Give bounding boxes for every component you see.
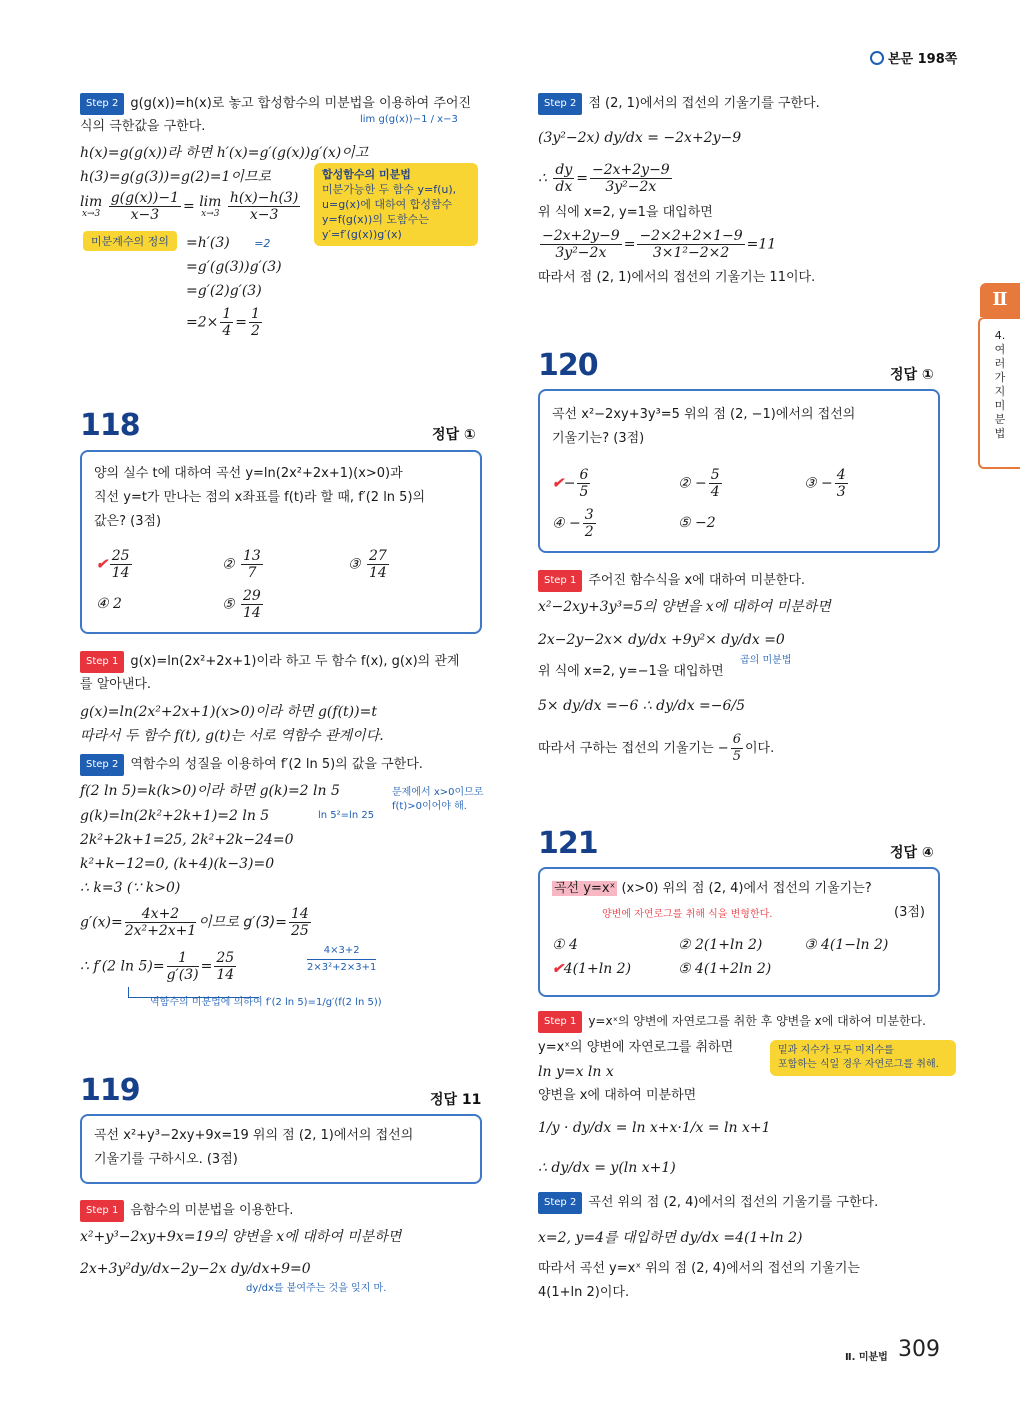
right-d5: 따라서 점 (2, 1)에서의 접선의 기울기는 11이다.	[538, 270, 816, 285]
q121-line-1: 곡선 y=xˣ (x>0) 위의 점 (2, 4)에서 접선의 기울기는?	[554, 881, 872, 896]
problem-121-number: 121	[538, 826, 598, 861]
step2-badge: Step 2	[538, 1192, 582, 1214]
p119-c1: x²+y³−2xy+9x=19의 양변을 x에 대하여 미분하면	[80, 1229, 402, 1245]
p118-b3: 2k²+2k+1=25, 2k²+2k−24=0	[80, 832, 294, 848]
q118-line-2: 직선 y=t가 만나는 점의 x좌표를 f(t)라 할 때, f′(2 ln 5)의	[94, 490, 426, 505]
p118-a1: g(x)=ln(2x²+2x+1)(x>0)이라 하면 g(f(t))=t	[80, 704, 377, 720]
q118-choice-3: ③ $\frac{27}{14}$	[348, 548, 387, 581]
p120-e4: 5× dy/dx =−6 ∴ dy/dx =−6/5	[538, 698, 746, 714]
q119-line-2: 기울기를 구하시오. (3점)	[94, 1152, 238, 1167]
problem-121-answer: 정답 ④	[890, 845, 934, 861]
p120-e5: 따라서 구하는 접선의 기울기는 − $\frac{6}{5}$ 이다.	[538, 732, 775, 764]
step2-badge: Step 2	[80, 93, 124, 115]
definition-tag: 미분계수의 정의	[83, 231, 177, 251]
problem-118-box	[80, 450, 482, 634]
p118-b1: f(2 ln 5)=k(k>0)이라 하면 g(k)=2 ln 5	[80, 783, 340, 799]
problem-119-number: 119	[80, 1073, 140, 1108]
right-d1: (3y²−2x) dy/dx = −2x+2y−9	[538, 130, 742, 146]
circle-bullet-icon	[870, 51, 884, 65]
right-step2-heading: Step 2 점 (2, 1)에서의 접선의 기울기를 구한다.	[538, 93, 820, 115]
p121-f2: ln y=x ln x	[538, 1064, 614, 1080]
q121-choice-3: ③ 4(1−ln 2)	[804, 937, 889, 953]
check-mark-icon: ✔	[552, 475, 564, 492]
q121-choice-1: ① 4	[552, 937, 578, 953]
q120-choice-2: ② − $\frac{5}{4}$	[678, 467, 720, 500]
problem-121-box	[538, 867, 940, 997]
q119-line-1: 곡선 x²+y³−2xy+9x=19 위의 점 (2, 1)에서의 접선의	[94, 1128, 414, 1143]
p118-b2-note: ln 5²=ln 25	[318, 810, 375, 821]
step1-badge: Step 1	[80, 1200, 124, 1222]
h-prime-value-note: =2	[254, 237, 271, 250]
q118-choice-1: ✔ $\frac{25}{14}$	[96, 548, 130, 581]
q120-choice-5: ⑤ −2	[678, 515, 716, 531]
left-line-1: h(x)=g(g(x))라 하면 h′(x)=g′(g(x))g′(x)이고	[80, 145, 369, 161]
side-tab-chapter	[978, 317, 1020, 469]
check-mark-icon: ✔	[552, 961, 564, 977]
p118-b5: ∴ k=3 (∵ k>0)	[80, 880, 181, 896]
p118-b4: k²+k−12=0, (k+4)(k−3)=0	[80, 856, 275, 872]
step2-badge: Step 2	[538, 93, 582, 115]
p121-g1: x=2, y=4를 대입하면 dy/dx =4(1+ln 2)	[538, 1230, 803, 1246]
limit-equation: lim x→3 $\frac{g(g(x))-1}{x-3}$ = lim x→3 $\frac{h(x)-h(3)}{x-3}$	[80, 190, 299, 223]
p120-e3: 위 식에 x=2, y=−1을 대입하면	[538, 664, 724, 679]
p121-f4: 1/y · dy/dx = ln x+x·1/x = ln x+1	[538, 1120, 771, 1136]
q120-choice-4: ④ − $\frac{3}{2}$	[552, 507, 594, 540]
p119-step1-heading: Step 1 음함수의 미분법을 이용한다.	[80, 1200, 293, 1222]
p121-step2-heading: Step 2 곡선 위의 점 (2, 4)에서의 접선의 기울기를 구한다.	[538, 1192, 878, 1214]
p118-b7: ∴ f′(2 ln 5)= $\frac{1}{g'(3)}$ = $\frac{25}{14}$	[80, 950, 235, 983]
q120-line-1: 곡선 x²−2xy+3y³=5 위의 점 (2, −1)에서의 접선의	[552, 407, 856, 422]
left-step2-heading: Step 2 g(g(x))=h(x)로 놓고 합성함수의 미분법을 이용하여 주어진	[80, 93, 471, 115]
q118-line-1: 양의 실수 t에 대하여 곡선 y=ln(2x²+2x+1)(x>0)과	[94, 466, 403, 481]
limit-annotation: lim g(g(x))−1 / x−3	[360, 114, 458, 125]
p119-c2: 2x+3y²dy/dx−2y−2x dy/dx+9=0	[80, 1261, 311, 1277]
problem-120-answer: 정답 ①	[890, 367, 934, 383]
page-reference: 본문 198쪽	[870, 48, 957, 67]
left-step2-heading-2: 식의 극한값을 구한다.	[80, 119, 206, 134]
p120-e1: x²−2xy+3y³=5의 양변을 x에 대하여 미분하면	[538, 599, 831, 615]
p118-step1-heading: Step 1 g(x)=ln(2x²+2x+1)이라 하고 두 함수 f(x), g(x)의 관계	[80, 651, 460, 673]
q118-choice-4: ④ 2	[96, 596, 122, 612]
q121-points: (3점)	[894, 905, 925, 920]
side-tab-roman: Ⅱ	[980, 283, 1020, 317]
problem-119-answer: 정답 11	[430, 1092, 482, 1108]
q121-choice-5: ⑤ 4(1+2ln 2)	[678, 961, 772, 977]
left-line-7: =2× $\frac{1}{4}$ = $\frac{1}{2}$	[186, 306, 260, 339]
q121-choice-4: ✔4(1+ln 2)	[552, 961, 632, 977]
page-number: 309	[898, 1337, 940, 1362]
left-line-5: =g′(g(3))g′(3)	[186, 259, 282, 275]
q118-line-3: 값은? (3점)	[94, 514, 162, 529]
p118-step2-heading: Step 2 역함수의 성질을 이용하여 f′(2 ln 5)의 값을 구한다.	[80, 754, 423, 776]
side-tab-chapter-text: 4. 여러 가지 미분법	[994, 329, 1006, 440]
p121-f5: ∴ dy/dx = y(ln x+1)	[538, 1160, 676, 1176]
left-line-6: =g′(2)g′(3)	[186, 283, 262, 299]
p118-step1-heading-2: 를 알아낸다.	[80, 677, 152, 692]
problem-120-number: 120	[538, 348, 598, 383]
step1-badge: Step 1	[538, 1011, 582, 1033]
problem-118-answer: 정답 ①	[432, 427, 476, 443]
q120-line-2: 기울기는? (3점)	[552, 431, 645, 446]
p120-e2-note: 곱의 미분법	[740, 655, 792, 666]
p119-c2-note: dy/dx를 붙여주는 것을 잊지 마.	[246, 1283, 387, 1294]
step2-badge: Step 2	[80, 754, 124, 776]
p121-step1-heading: Step 1 y=xˣ의 양변에 자연로그를 취한 후 양변을 x에 대하여 미분한다.	[538, 1011, 926, 1033]
p120-step1-heading: Step 1 주어진 함수식을 x에 대하여 미분한다.	[538, 570, 805, 592]
footer-section: Ⅱ. 미분법	[845, 1352, 888, 1363]
left-line-4: =h′(3) =2	[186, 235, 271, 251]
p118-a2: 따라서 두 함수 f(t), g(t)는 서로 역함수 관계이다.	[80, 728, 384, 744]
step1-badge: Step 1	[80, 651, 124, 673]
q120-choice-1: ✔− $\frac{6}{5}$	[552, 467, 589, 500]
right-d4: $\frac{-2x+2y-9}{\text{3y²−2x}}$ = $\frac{-2\times 2+2\times 1-9}{\text{3×1²−2×2}}$ =11	[542, 228, 777, 261]
p118-b7-note: 역함수의 미분법에 의하여 f′(2 ln 5)=1/g′(f(2 ln 5))	[150, 997, 382, 1008]
step1-badge: Step 1	[538, 570, 582, 592]
q118-choice-2: ② $\frac{13}{7}$	[222, 548, 261, 581]
p118-b6-note: $\frac{4\times 3+2}{\text{2×3²+2×3+1}}$	[307, 945, 377, 973]
composite-derivative-note: 합성함수의 미분법 미분가능한 두 함수 y=f(u), u=g(x)에 대하여 합성함수 y=f(g(x))의 도함수는 y′=f′(g(x))g′(x)	[314, 163, 478, 246]
problem-119-box	[80, 1114, 482, 1184]
q121-note: 양변에 자연로그를 취해 식을 변형한다.	[602, 909, 773, 920]
problem-118-number: 118	[80, 408, 140, 443]
right-d3: 위 식에 x=2, y=1을 대입하면	[538, 205, 713, 220]
left-line-2: h(3)=g(g(3))=g(2)=1이므로	[80, 169, 271, 185]
p121-f3: 양변을 x에 대하여 미분하면	[538, 1088, 697, 1103]
q120-choice-3: ③ − $\frac{4}{3}$	[804, 467, 846, 500]
p118-b2: g(k)=ln(2k²+2k+1)=2 ln 5	[80, 808, 270, 824]
problem-120-box	[538, 389, 940, 553]
q118-choice-5: ⑤ $\frac{29}{14}$	[222, 588, 261, 621]
p121-f1: y=xˣ의 양변에 자연로그를 취하면	[538, 1040, 734, 1055]
q121-choice-2: ② 2(1+ln 2)	[678, 937, 763, 953]
p118-b1-note: 문제에서 x>0이므로 f(t)>0이어야 해.	[392, 787, 484, 812]
p121-g2: 따라서 곡선 y=xˣ 위의 점 (2, 4)에서의 접선의 기울기는	[538, 1261, 860, 1276]
p121-log-note: 밑과 지수가 모두 미지수를 포함하는 식일 경우 자연로그를 취해.	[770, 1040, 956, 1076]
p120-e2: 2x−2y−2x× dy/dx +9y²× dy/dx =0	[538, 632, 785, 648]
right-d2: ∴ $\frac{dy}{dx}$ = $\frac{-2x+2y-9}{\text{3y²−2x}}$	[538, 162, 670, 195]
p118-b6: g′(x)= $\frac{4x+2}{\text{2x²+2x+1}}$ 이므로 g′(3)= $\frac{14}{25}$	[80, 906, 309, 939]
p121-g3: 4(1+ln 2)이다.	[538, 1285, 630, 1300]
q121-highlight: 곡선 y=xˣ	[554, 881, 616, 896]
check-mark-icon: ✔	[96, 556, 108, 573]
